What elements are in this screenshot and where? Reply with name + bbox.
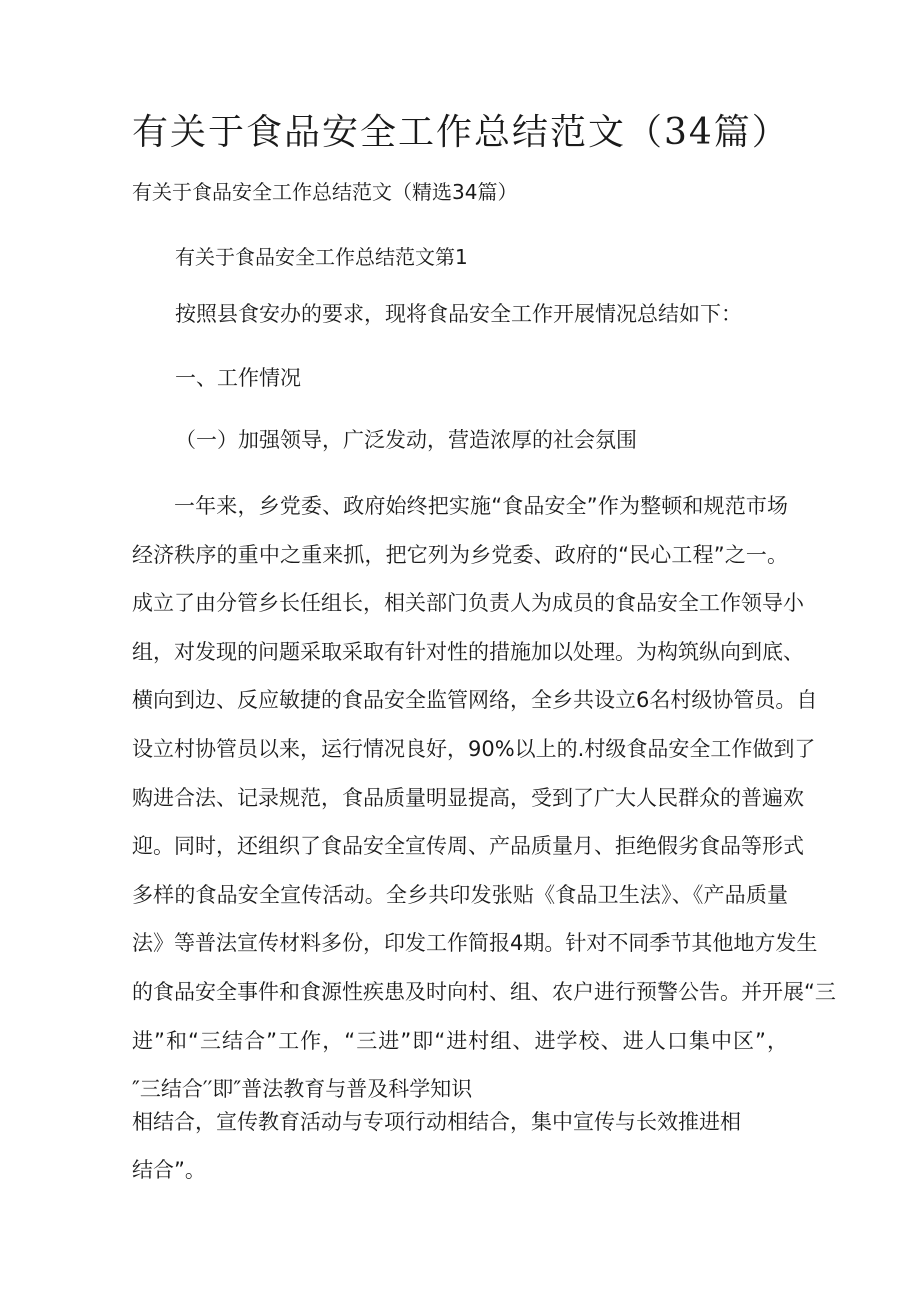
section-title: 有关于食品安全工作总结范文第1 — [175, 245, 468, 269]
intro-text: 按照县食安办的要求，现将食品安全工作开展情况总结如下： — [175, 302, 742, 326]
body-paragraph — [132, 482, 836, 1114]
heading-work-status: 一、工作情况 — [175, 366, 301, 390]
paragraph-line: 成立了由分管乡长任组长，相关部门负责人为成员的食品安全工作领导小 — [132, 591, 804, 616]
paragraph-line: 横向到边、反应敏捷的食品安全监管网络，全乡共设立6名村级协管员。自 — [132, 688, 818, 713]
document-title: 有关于食品安全工作总结范文（34篇） — [132, 112, 790, 153]
paragraph-line: 法》等普法宣传材料多份，印发工作简报4期。针对不同季节其他地方发生 — [132, 931, 818, 956]
document-subtitle: 有关于食品安全工作总结范文（精选34篇） — [132, 180, 518, 204]
paragraph-tail-line: 结合”。 — [132, 1158, 206, 1182]
paragraph-line: 一年来，乡党委、政府始终把实施“食品安全”作为整顿和规范市场 — [174, 494, 788, 518]
paragraph-line: 设立村协管员以来，运行情况良好，90%以上的.村级食品安全工作做到了 — [132, 736, 816, 761]
paragraph-line: 组，对发现的问题采取采取有针对性的措施加以处理。为构筑纵向到底、 — [132, 639, 804, 664]
paragraph-line: 经济秩序的重中之重来抓，把它列为乡党委、政府的“民心工程”之一。 — [132, 542, 788, 567]
paragraph-line: 多样的食品安全宣传活动。全乡共印发张贴《食品卫生法》、《产品质量 — [132, 882, 788, 907]
subheading-leadership: （一）加强领导，广泛发动，营造浓厚的社会氛围 — [175, 428, 637, 452]
paragraph-line: 购进合法、记录规范，食品质量明显提高，受到了广大人民群众的普遍欢 — [132, 785, 804, 810]
paragraph-tail-line: 相结合，宣传教育活动与专项行动相结合，集中宣传与长效推进相 — [132, 1110, 741, 1134]
paragraph-line: 迎。同时，还组织了食品安全宣传周、产品质量月、拒绝假劣食品等形式 — [132, 834, 804, 859]
paragraph-line: ″三结合′′即″普法教育与普及科学知识 — [132, 1077, 473, 1102]
paragraph-line: 的食品安全事件和食源性疾患及时向村、组、农户进行预警公告。并开展“三 — [132, 979, 836, 1004]
paragraph-line: 进”和“三结合”工作，“三进”即“进村组、进学校、进人口集中区”， — [132, 1028, 788, 1053]
